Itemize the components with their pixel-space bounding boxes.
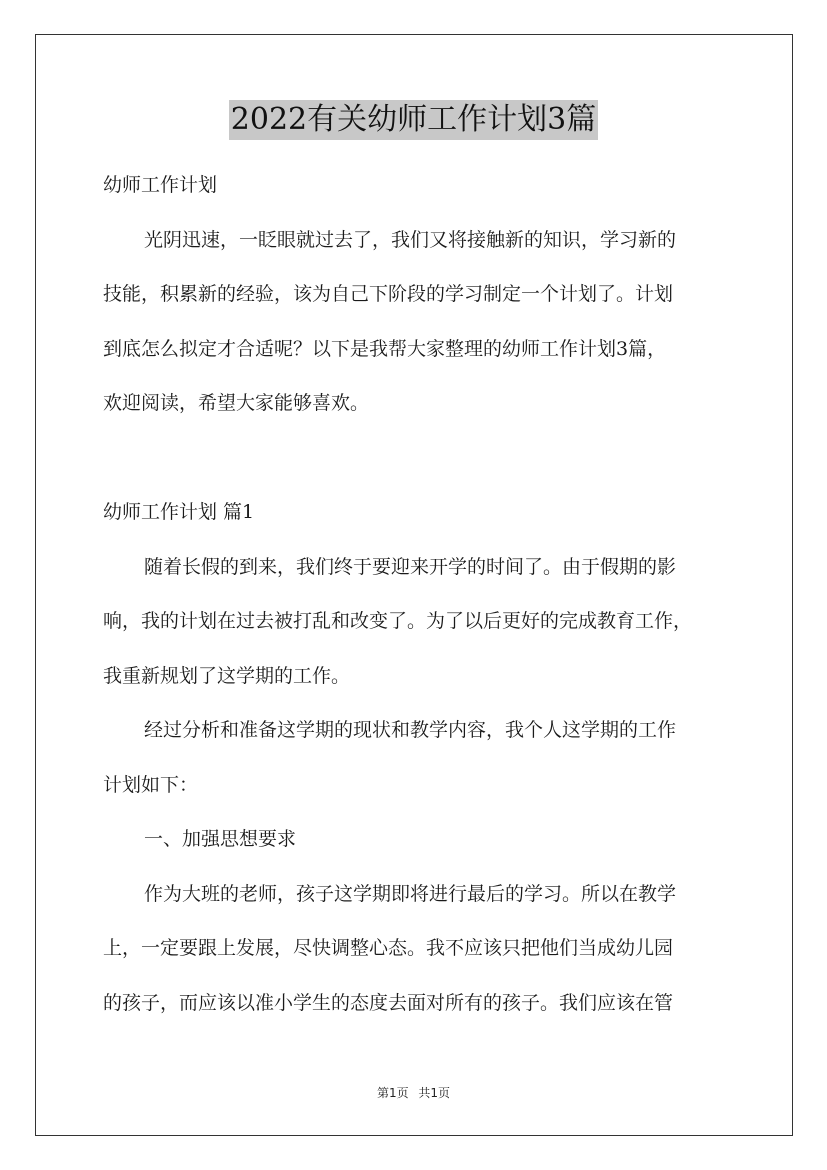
body-line: 光阴迅速，一眨眼就过去了，我们又将接触新的知识，学习新的	[144, 228, 677, 251]
section-heading: 幼师工作计划 篇1	[103, 501, 255, 523]
body-line: 响，我的计划在过去被打乱和改变了。为了以后更好的完成教育工作，	[103, 610, 693, 632]
page-total: 共1页	[418, 1086, 451, 1100]
body-line: 的孩子，而应该以准小学生的态度去面对所有的孩子。我们应该在管	[103, 991, 674, 1014]
body-line: 我重新规划了这学期的工作。	[103, 664, 351, 687]
body-line: 作为大班的老师，孩子这学期即将进行最后的学习。所以在教学	[144, 882, 677, 905]
body-line: 上，一定要跟上发展，尽快调整心态。我不应该只把他们当成幼儿园	[103, 937, 674, 959]
page-number: 第1页	[376, 1086, 409, 1100]
body-line: 技能，积累新的经验，该为自己下阶段的学习制定一个计划了。计划	[103, 283, 674, 305]
section-heading: 幼师工作计划	[103, 174, 218, 196]
document-body	[103, 176, 743, 1013]
body-line: 欢迎阅读，希望大家能够喜欢。	[103, 392, 370, 414]
body-line: 计划如下：	[103, 773, 199, 796]
page-footer	[0, 1084, 827, 1101]
title-container	[0, 100, 827, 140]
body-line: 一、加强思想要求	[144, 828, 297, 850]
body-line: 经过分析和准备这学期的现状和教学内容，我个人这学期的工作	[144, 719, 677, 741]
document-title: 2022有关幼师工作计划3篇	[229, 100, 598, 140]
body-line: 到底怎么拟定才合适呢？以下是我帮大家整理的幼师工作计划3篇，	[103, 337, 667, 360]
body-line: 随着长假的到来，我们终于要迎来开学的时间了。由于假期的影	[144, 555, 677, 578]
